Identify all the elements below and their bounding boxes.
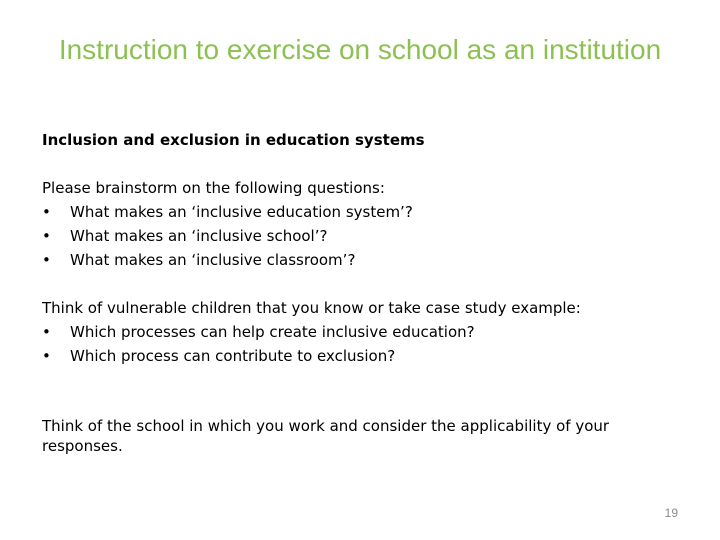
bullet-icon: • [42,227,51,245]
closing-text: Think of the school in which you work and consider the applicability of your responses. [42,417,610,455]
list-item [42,224,682,248]
vulnerable-children-section [42,296,682,368]
bullet-icon: • [42,323,51,341]
process-list [42,320,682,368]
questions-list [42,200,682,272]
process-text: Which process can contribute to exclusion? [70,347,396,365]
question-text: What makes an ‘inclusive school’? [70,227,328,245]
questions-section [42,176,682,272]
list-item [42,320,682,344]
vulnerable-children-intro: Think of vulnerable children that you know or take case study example: [42,299,581,317]
question-text: What makes an ‘inclusive classroom’? [70,251,356,269]
bullet-icon: • [42,251,51,269]
bullet-icon: • [42,203,51,221]
list-item [42,344,682,368]
question-text: What makes an ‘inclusive education system’? [70,203,413,221]
slide-title: Instruction to exercise on school as an institution [58,34,662,65]
list-item [42,200,682,224]
page-number: 19 [664,506,678,520]
questions-intro: Please brainstorm on the following questions: [42,179,385,197]
slide-subtitle: Inclusion and exclusion in education systems [42,131,425,149]
list-item [42,248,682,272]
bullet-icon: • [42,347,51,365]
process-text: Which processes can help create inclusive education? [70,323,475,341]
